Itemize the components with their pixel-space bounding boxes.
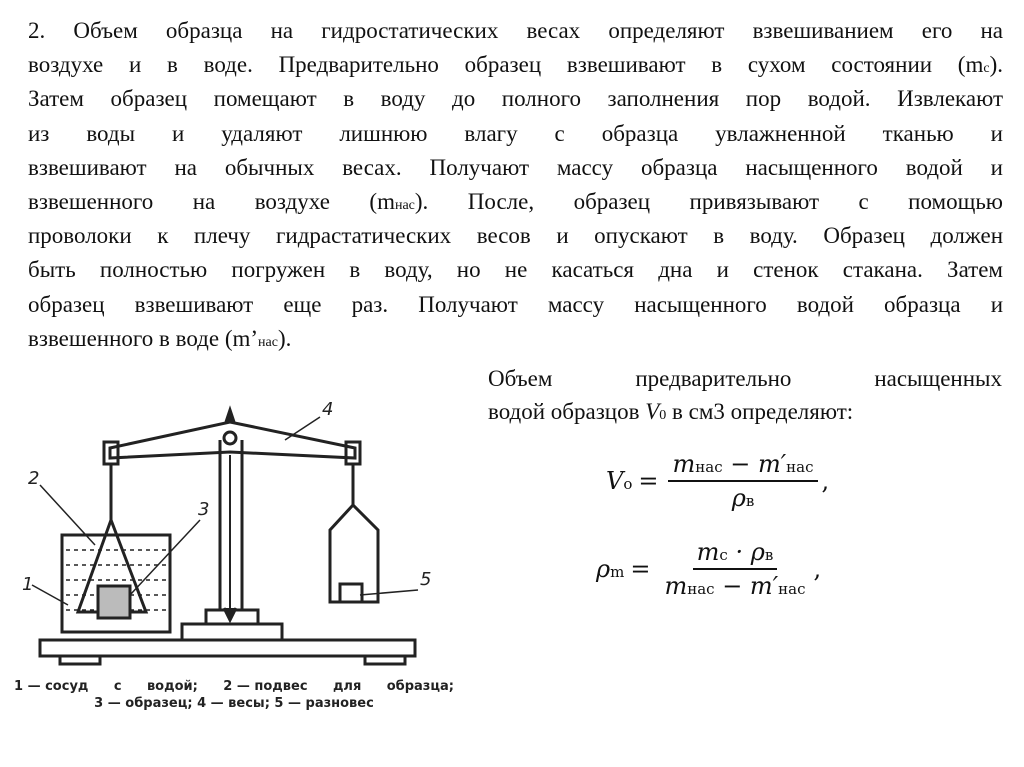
lhs: ρm xyxy=(596,555,625,583)
subscript: 0 xyxy=(659,408,667,423)
caption-line xyxy=(14,678,454,695)
label-3: 3 xyxy=(198,499,210,520)
base-foot xyxy=(60,656,100,664)
text: взвешенного в воде (m’ xyxy=(28,325,259,351)
caption-line: 3 — образец; 4 — весы; 5 — разновес xyxy=(94,696,374,711)
volume-formula xyxy=(606,450,829,512)
label-4: 4 xyxy=(322,399,334,420)
equals: = xyxy=(638,467,659,495)
text: в см3 определяют: xyxy=(666,399,854,424)
text-line: Объем предварительно насыщенных xyxy=(488,366,1002,391)
text: ). После, образец привязывают с помощью xyxy=(414,188,1003,214)
comma: , xyxy=(813,555,822,583)
numerator: mc · ρв xyxy=(693,538,778,570)
diagram-caption xyxy=(14,678,454,712)
text-line xyxy=(28,322,1003,356)
fraction xyxy=(668,450,817,512)
base xyxy=(40,640,415,656)
label-2: 2 xyxy=(28,468,40,489)
text-line: проволоки к плечу гидрастатических весов и опускают в воду. Образец должен xyxy=(28,223,1003,249)
text-line: из воды и удаляют лишнюю влагу с образца увлажненной тканью и xyxy=(28,120,1003,146)
caption-word: с xyxy=(113,679,122,694)
fraction xyxy=(660,538,809,600)
density-formula xyxy=(596,538,821,600)
caption-word: образца; xyxy=(386,679,454,694)
platform xyxy=(182,624,282,640)
denominator: mнас − m′нас xyxy=(664,572,806,600)
subscript: c xyxy=(983,61,990,77)
text: ). xyxy=(989,52,1003,78)
equals: = xyxy=(630,555,651,583)
text-line xyxy=(28,185,1003,219)
base-foot xyxy=(365,656,405,664)
weight xyxy=(340,584,362,602)
text-line: 2. Объем образца на гидростатических весах определяют взвешиванием его на xyxy=(28,18,1003,43)
text: ). xyxy=(277,325,292,351)
text: взвешенного на воздухе (m xyxy=(28,188,395,214)
text-line: образец взвешивают еще раз. Получают массу насыщенного водой образца и xyxy=(28,291,1003,317)
main-paragraph xyxy=(28,14,1003,356)
hydrostatic-balance-diagram xyxy=(0,380,470,680)
text-line: взвешивают на обычных весах. Получают массу образца насыщенного водой и xyxy=(28,154,1003,180)
text: воздухе и в воде. Предварительно образец взвешивают в сухом состоянии (m xyxy=(28,52,984,78)
text-line xyxy=(28,48,1003,82)
balance-beam xyxy=(110,422,355,458)
text: водой образцов xyxy=(488,399,646,424)
label-1: 1 xyxy=(22,574,34,595)
weight-pan xyxy=(330,505,378,602)
lhs: Vо xyxy=(606,467,633,495)
sample xyxy=(98,586,130,618)
label-5: 5 xyxy=(420,569,432,590)
caption-word: для xyxy=(332,679,362,694)
text: V xyxy=(645,399,660,424)
text-line: Затем образец помещают в воду до полного заполнения пор водой. Извлекают xyxy=(28,86,1003,112)
subscript: нас xyxy=(394,197,415,213)
volume-intro xyxy=(488,362,1002,428)
caption-word: водой; xyxy=(146,679,198,694)
caption-word: 1 — сосуд xyxy=(14,679,89,694)
subscript: нас xyxy=(258,334,278,350)
comma: , xyxy=(821,467,830,495)
numerator: mнас − m′нас xyxy=(668,450,817,482)
text-line xyxy=(488,395,1002,428)
denominator: ρв xyxy=(731,484,755,512)
caption-word: 2 — подвес xyxy=(223,679,308,694)
text-line: быть полностью погружен в воду, но не касаться дна и стенок стакана. Затем xyxy=(28,257,1003,283)
